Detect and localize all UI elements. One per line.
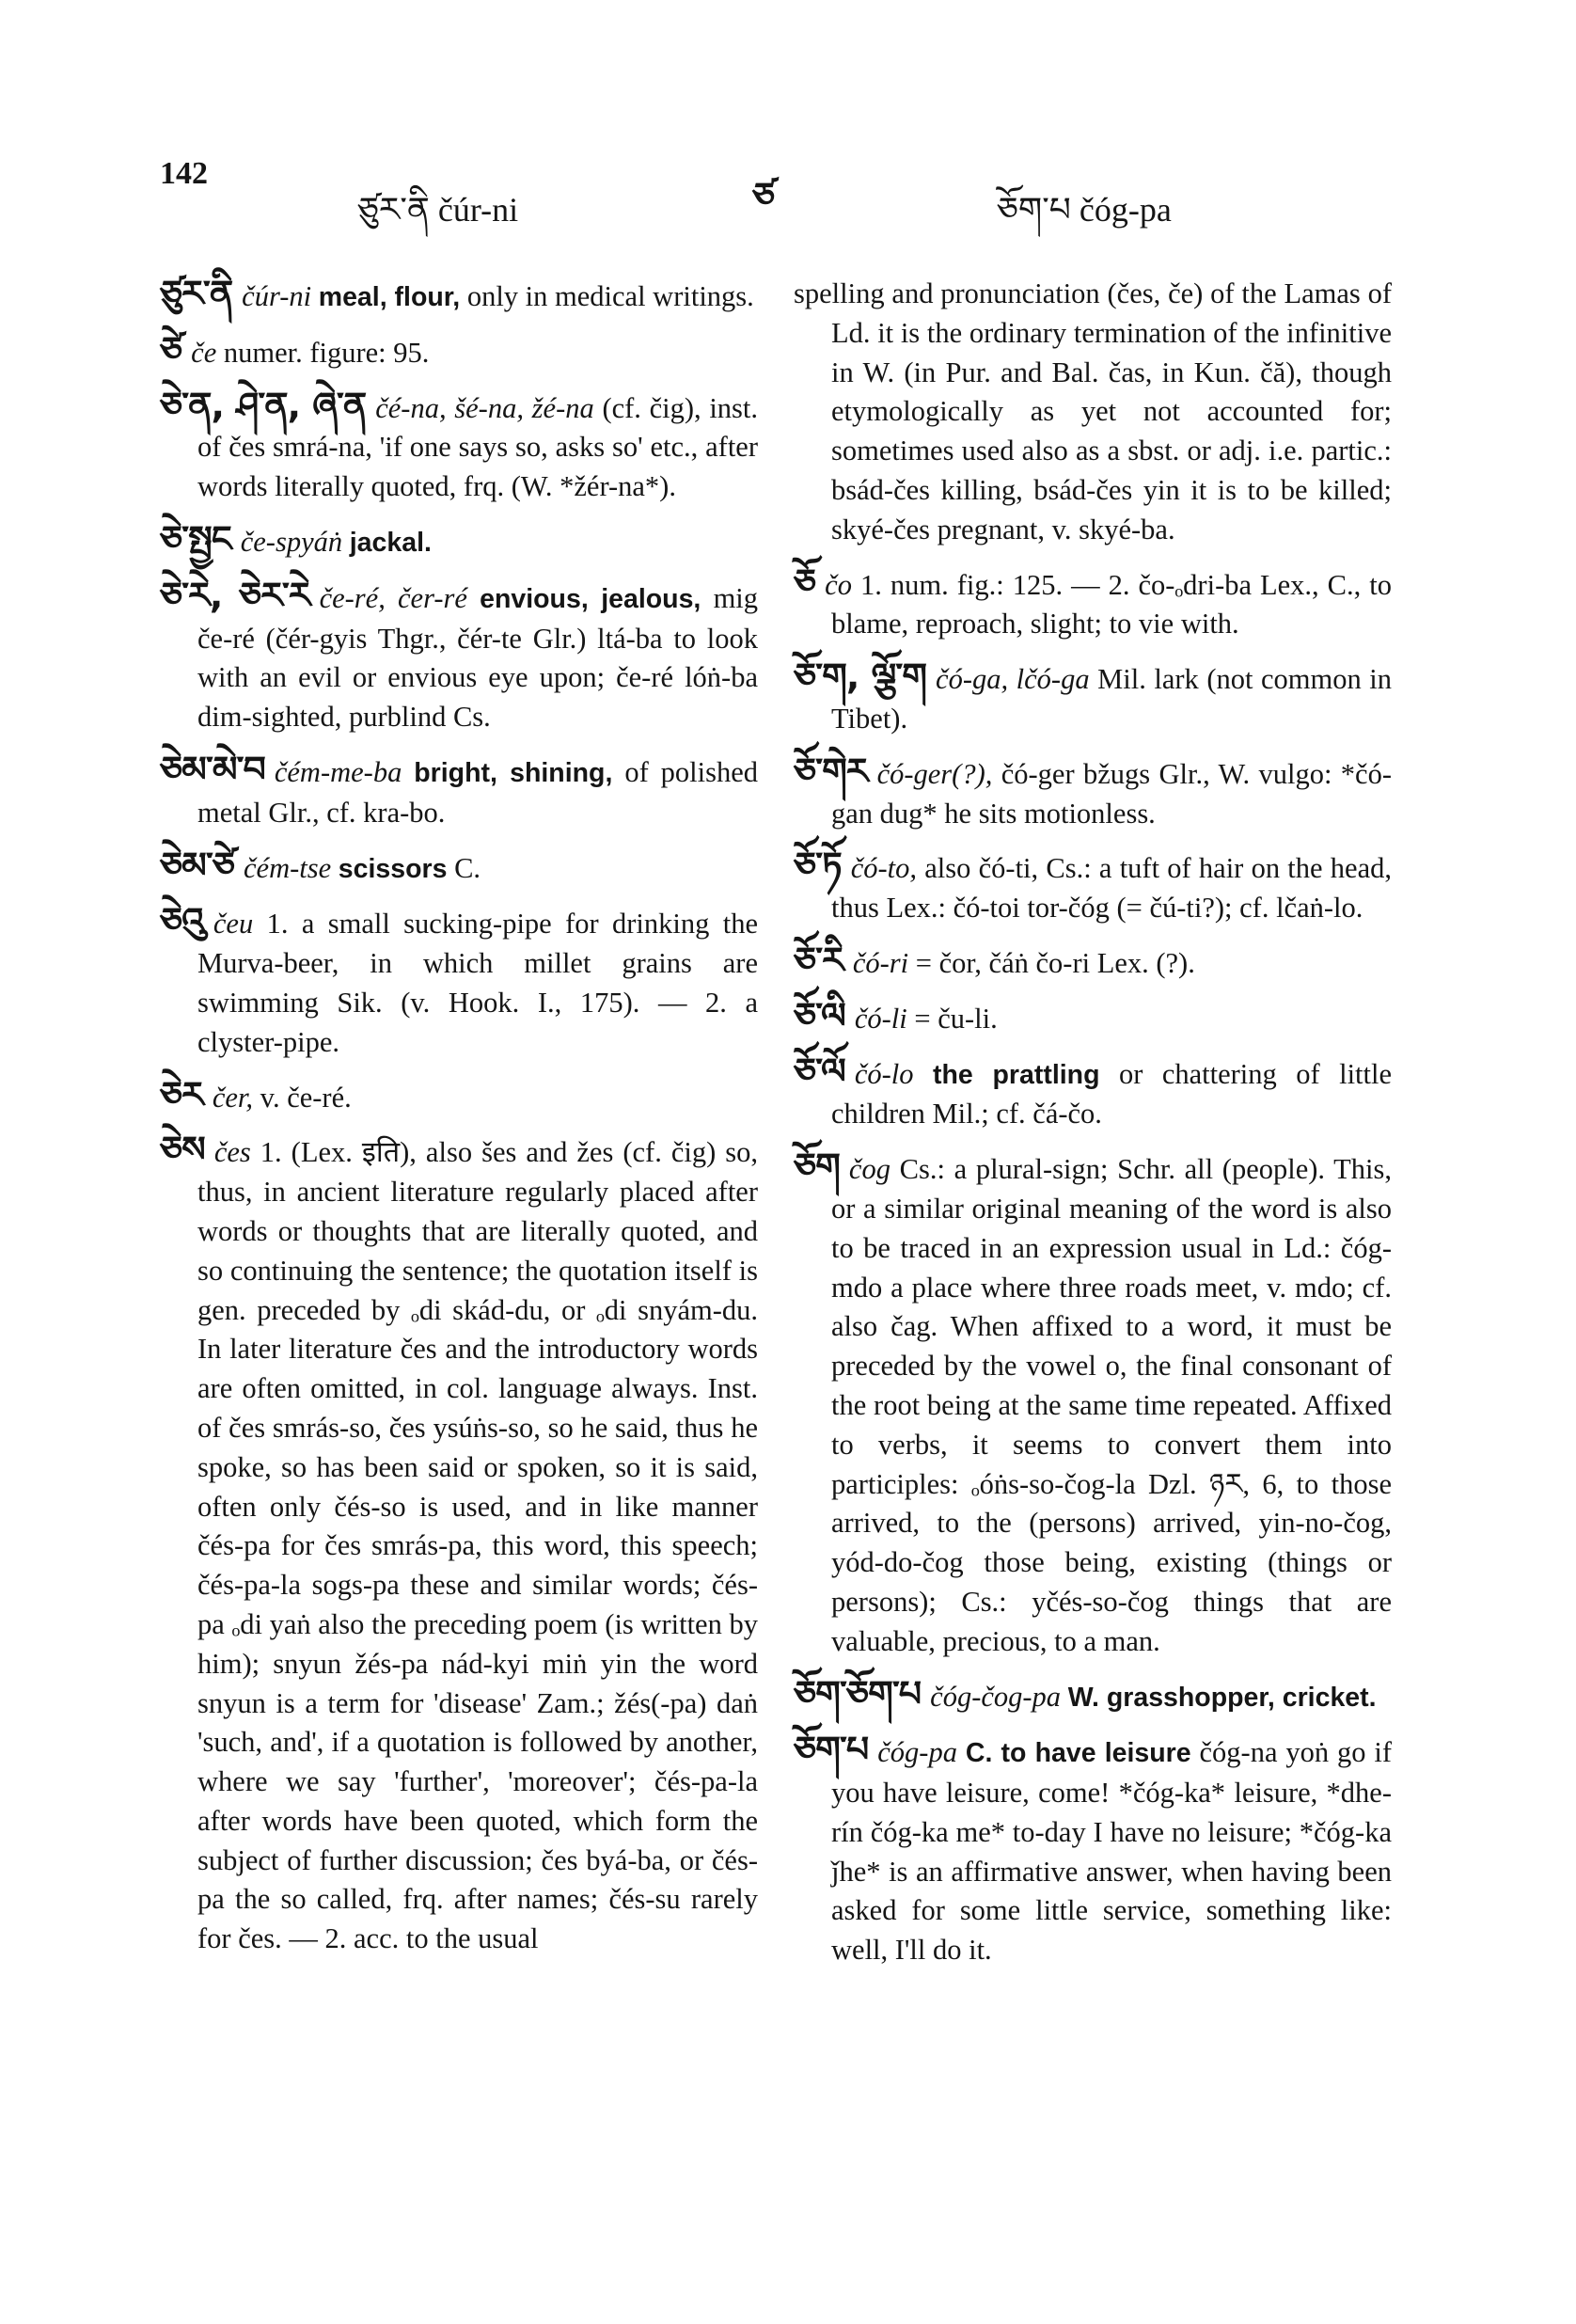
tibetan-headword: ཅོ་ཏོ [794, 845, 842, 887]
entry-text: Mil. lark (not common in Tibet). [831, 663, 1392, 735]
tibetan-headword: ཅོག་པ [794, 1729, 869, 1771]
tibetan-headword: ཅོ་ལི [794, 994, 845, 1036]
headword: čes [213, 1136, 251, 1169]
entry-text: only in medical writings. [466, 280, 754, 312]
tibetan-headword: ཅོ་རི [794, 939, 843, 981]
gloss: C. to have leisure [965, 1738, 1191, 1769]
headword: čó-ger(?), [876, 757, 993, 790]
dictionary-entry [794, 1731, 1392, 1970]
dictionary-entry [160, 328, 758, 373]
page-number: 142 [160, 156, 208, 191]
tibetan-headword: ཅོ་ག, ལྕོ་ག [794, 656, 927, 698]
headword: čog [848, 1153, 890, 1186]
headword: čóg-čog-pa [930, 1680, 1062, 1713]
entry-text: (cf. čig), inst. of čes smrá-na, 'if one says so, asks so' etc., after words literally quoted, frq. (W. *žér-na*). [197, 391, 759, 503]
dictionary-entry [794, 1052, 1392, 1135]
page-header [0, 150, 1576, 235]
tibetan-headword: ཅེ་ན, ཤེ་ན, ཞེ་ན [160, 384, 367, 426]
headword: čer, [212, 1081, 254, 1114]
gloss: jackal. [349, 527, 432, 558]
dictionary-entry [160, 384, 759, 507]
tibetan-headword: ཅེ་སྤྱང [160, 517, 231, 560]
tibetan-headword: ཅེ་རེ, ཅེར་རེ [160, 574, 310, 616]
tibetan-headword: ཅེས [160, 1129, 205, 1171]
entry-text: of polished metal Glr., cf. kra-bo. [197, 755, 759, 829]
tibetan-headword: ཅོག་ཅོག་པ [794, 1672, 922, 1715]
headword: če-spyáṅ [240, 525, 343, 558]
gloss: the prattling [932, 1059, 1100, 1090]
headword: čó-to, [850, 852, 918, 885]
dictionary-entry [160, 275, 758, 318]
headword: čém-tse [244, 851, 332, 884]
headword: čém-me-ba [274, 755, 402, 788]
tibetan-headword: ཙེ [160, 328, 182, 371]
entry-text: čóg-na yoṅ go if you have leisure, come! *čóg-ka* leisure, *dhe-rín čóg-ka me* to-day I have no leisure; *čóg-ka ǰhe* is an affirmative answer, when having been asked for some little service, something like: well, I'll do it. [831, 1736, 1393, 1967]
headword: čó-li [854, 1002, 907, 1035]
entry-text: 1. (Lex. इति), also šes and žes (cf. čig) so, thus, in ancient literature regularly placed after words or thoughts that are literally quoted, and so continuing the sentence; the quotation itself is gen. preceded by ₒdi skád-du, or ₒdi snyám-du. In later literature čes and the introductory words are often omitted, in col. language always. Inst. of čes smrás-so, čes ysúṅs-so, so he said, thus he spoke, so has been said or spoken, so it is said, often only čés-so is used, and in like manner čés-pa for čes smrás-pa, this word, this speech; čés-pa-la sogs-pa these and similar words; čés-pa ₒdi yaṅ also the preceding poem (is written by him); snyun žés-pa nád-kyi miṅ yin the word snyun is a term for 'disease' Zam.; žés(-pa) daṅ 'such, and', if a quotation is followed by another, where we say 'further', 'moreover'; čés-pa-la after words have been quoted, which form the subject of further discussion; čes byá-ba, or čés-pa the so called, frq. after names; čés-su rarely for čes. — 2. acc. to the usual [197, 1136, 758, 1955]
headword: čó-ri [852, 946, 909, 979]
dictionary-entry [794, 275, 1392, 550]
entry-text: Cs.: a plural-sign; Schr. all (people). This, or a similar original meaning of the word is also to be traced in an expression usual in Ld.: čóg-mdo a place where three roads meet, v. mdo; cf. also čag. When affixed to a word, it must be preceded by the vowel o, the final consonant of the root being at the same time repeated. Affixed to verbs, it seems to convert them into participles: ₒóṅs-so-čog-la Dzl. ཉར, 6, to those arrived, to the (persons) arrived, yin-no-čog, yód-do-čog those being, existing (things or persons); Cs.: yčés-so-čog things that are valuable, precious, to a man. [831, 1153, 1392, 1657]
headword: čo [825, 568, 852, 601]
entry-text: v. če-ré. [260, 1081, 352, 1114]
dictionary-entry [794, 1672, 1392, 1718]
entry-text: or chattering of little children Mil.; cf. čá-čo. [831, 1057, 1393, 1130]
dictionary-entry [160, 517, 758, 563]
gloss: meal, flour, [318, 282, 461, 312]
tibetan-headword: ཅེམ་མེ་བ [160, 748, 265, 790]
tibetan-headword: ཅོ་ལོ [794, 1050, 845, 1092]
entry-text: spelling and pronunciation (čes, če) of the Lamas of Ld. it is the ordinary termination of the infinitive in W. (in Pur. and Bal. čas, in Kun. čă), though etymologically as yet not accounted for; sometimes used also as a sbst. or adj. i.e. partic.: bsád-čes killing, bsád-čes yin it is to be killed; skyé-čes pregnant, v. skyé-ba. [794, 277, 1392, 545]
tibetan-headword: ཅེར [160, 1073, 203, 1115]
right-column [794, 275, 1392, 1984]
dictionary-entry [794, 846, 1392, 928]
entry-text: čó-ger bžugs Glr., W. vulgo: *čó-gan dug* he sits motionless. [831, 757, 1392, 830]
tibetan-headword: ཅོ་གེར [794, 750, 868, 792]
dictionary-entry [794, 752, 1392, 834]
headword: čúr-ni [242, 280, 312, 312]
gloss: scissors [338, 853, 448, 884]
entry-text: mig če-ré (čér-gyis Thgr., čér-te Glr.) ltá-ba to look with an evil or envious eye upon; če-ré lóṅ-ba dim-sighted, purblind Cs. [197, 581, 759, 734]
tibetan-headword: ཙུར་ནི [160, 273, 233, 314]
entry-text: = čor, čáṅ čo-ri Lex. (?). [915, 946, 1195, 979]
tibetan-headword: ཅོ [794, 561, 816, 603]
gloss: bright, shining, [414, 757, 613, 788]
entry-text: = ču-li. [914, 1002, 998, 1035]
entry-text: C. [454, 851, 481, 884]
gloss: W. grasshopper, cricket. [1067, 1682, 1377, 1713]
gloss: envious, jealous, [480, 583, 701, 614]
entry-text: also čó-ti, Cs.: a tuft of hair on the head, thus Lex.: čó-toi tor-čóg (= čú-ti?); cf. lčaṅ-lo. [831, 852, 1392, 925]
dictionary-entry [160, 1073, 758, 1118]
dictionary-entry [794, 657, 1392, 739]
right-running-head: ཅོག་པ čóg-pa [997, 191, 1172, 229]
dictionary-entry [160, 574, 759, 737]
dictionary-entry [160, 748, 759, 833]
dictionary-entry [160, 902, 758, 1062]
headword: čeu [213, 908, 254, 941]
headword: čé-na, šé-na, žé-na [375, 391, 594, 424]
entry-text: 1. a small sucking-pipe for drinking the Murva-beer, in which millet grains are swimming Sik. (v. Hook. I., 175). — 2. a clyster-pipe. [197, 908, 759, 1058]
tibetan-headword: ཅེའུ [160, 900, 204, 942]
tibetan-headword: ཅེམ་ཙེ [160, 844, 234, 886]
dictionary-entry [160, 846, 758, 890]
headword: čó-lo [854, 1057, 914, 1090]
tibetan-headword: ཅོག [794, 1146, 840, 1188]
headword: čóg-pa [877, 1736, 957, 1769]
headword: čó-ga, lčó-ga [936, 663, 1090, 696]
dictionary-entry [794, 941, 1392, 984]
left-column [160, 275, 758, 1972]
dictionary-entry [794, 994, 1392, 1039]
headword: če [191, 336, 217, 369]
dictionary-entry [794, 563, 1392, 645]
section-letter: ཙ [752, 175, 775, 216]
dictionary-entry [794, 1147, 1392, 1661]
headword: če-ré, čer-ré [319, 581, 467, 614]
entry-text: numer. figure: 95. [223, 336, 430, 369]
entry-text: 1. num. fig.: 125. — 2. čo-ₒdri-ba Lex., C., to blame, reproach, slight; to vie with. [831, 568, 1393, 640]
left-running-head: ཙུར་ནི čúr-ni [357, 191, 519, 229]
dictionary-entry [160, 1130, 758, 1959]
